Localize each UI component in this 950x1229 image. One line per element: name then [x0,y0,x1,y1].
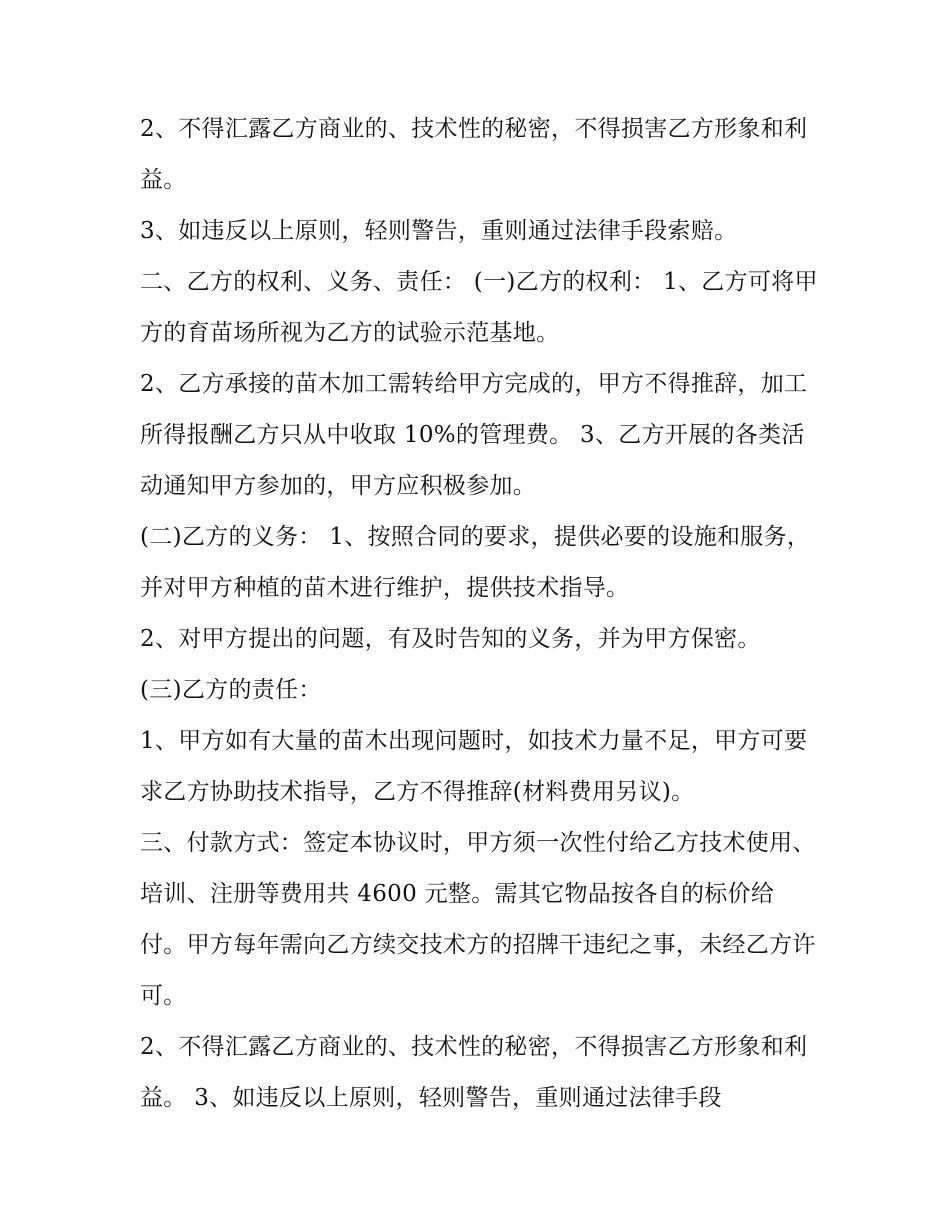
document-body [140,104,820,1124]
paragraph-10: 2、不得汇露乙方商业的、技术性的秘密，不得损害乙方形象和利益。 3、如违反以上原则，轻则警告，重则通过法律手段 [140,1034,808,1111]
paragraph-6: 2、对甲方提出的问题，有及时告知的义务，并为甲方保密。 [140,626,761,652]
paragraph-3: 二、乙方的权利、义务、责任： (一)乙方的权利： 1、乙方可将甲方的育苗场所视为乙方的试验示范基地。 [140,269,818,346]
paragraph-7: (三)乙方的责任： [140,677,322,703]
paragraph-4: 2、乙方承接的苗木加工需转给甲方完成的，甲方不得推辞，加工所得报酬乙方只从中收取 10%的管理费。 3、乙方开展的各类活动通知甲方参加的，甲方应积极参加。 [140,371,808,499]
paragraph-9: 三、付款方式：签定本协议时，甲方须一次性付给乙方技术使用、培训、注册等费用共 4600 元整。需其它物品按各自的标价给付。甲方每年需向乙方续交技术方的招牌干违纪之事，未经乙方许可。 [140,830,816,1009]
paragraph-5: (二)乙方的义务： 1、按照合同的要求，提供必要的设施和服务，并对甲方种植的苗木进行维护，提供技术指导。 [140,524,811,601]
paragraph-1: 2、不得汇露乙方商业的、技术性的秘密，不得损害乙方形象和利益。 [140,116,808,193]
paragraph-8: 1、甲方如有大量的苗木出现问题时，如技术力量不足，甲方可要求乙方协助技术指导，乙方不得推辞(材料费用另议)。 [140,728,808,805]
paragraph-2: 3、如违反以上原则，轻则警告，重则通过法律手段索赔。 [140,218,738,244]
